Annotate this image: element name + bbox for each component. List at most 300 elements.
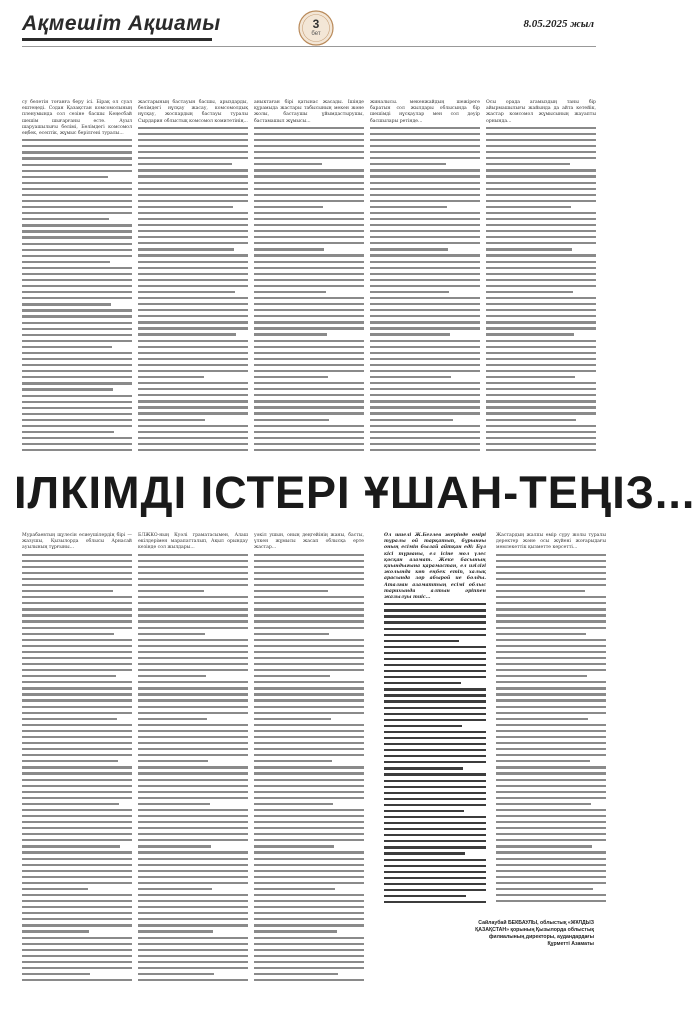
text-line xyxy=(486,400,596,402)
text-line xyxy=(138,718,207,720)
text-line xyxy=(496,718,588,720)
text-line xyxy=(138,370,248,372)
text-line xyxy=(22,815,132,817)
text-line xyxy=(138,236,248,238)
text-line xyxy=(384,852,465,854)
text-line xyxy=(384,761,486,763)
text-line xyxy=(22,358,132,360)
text-line xyxy=(22,888,88,890)
text-line xyxy=(486,175,596,177)
text-line xyxy=(496,572,606,574)
text-line xyxy=(254,742,364,744)
text-line xyxy=(486,382,596,384)
text-line xyxy=(486,333,574,335)
text-line xyxy=(486,236,596,238)
text-line xyxy=(254,596,364,598)
text-line xyxy=(254,943,364,945)
column-text: Жастардың жалпы өмір сүру жолы туралы деректер және осы жүйені жоғарыдағы мемлекеттік қызметте көрсетті... xyxy=(496,533,606,551)
text-line xyxy=(22,809,132,811)
text-line xyxy=(138,303,248,305)
text-line xyxy=(22,151,132,153)
upper-column-5 xyxy=(486,100,596,460)
text-line xyxy=(370,267,480,269)
text-line xyxy=(22,742,132,744)
text-line xyxy=(496,602,606,604)
text-line xyxy=(254,584,364,586)
text-line xyxy=(496,699,606,701)
text-line xyxy=(370,406,480,408)
text-line xyxy=(138,815,248,817)
text-line xyxy=(496,736,606,738)
column-text: Мурабаевтың щүлесін өсиеушілердің бірі — жазушы, Қызылорда облысы Арнасай ауылының тұрғыны... xyxy=(22,533,132,551)
text-line xyxy=(22,627,132,629)
column-text-lines xyxy=(254,127,364,451)
text-line xyxy=(22,766,132,768)
text-line xyxy=(486,273,596,275)
text-line xyxy=(22,973,90,975)
text-line xyxy=(22,967,132,969)
text-line xyxy=(254,724,364,726)
text-line xyxy=(138,406,248,408)
text-line xyxy=(496,754,606,756)
text-line xyxy=(370,242,480,244)
text-line xyxy=(138,633,205,635)
text-line xyxy=(496,779,606,781)
text-line xyxy=(22,712,132,714)
text-line xyxy=(370,200,480,202)
text-line xyxy=(22,596,132,598)
text-line xyxy=(138,930,213,932)
text-line xyxy=(22,827,132,829)
text-line xyxy=(138,900,248,902)
text-line xyxy=(22,297,132,299)
text-line xyxy=(22,370,132,372)
text-line xyxy=(496,742,606,744)
text-line xyxy=(138,273,248,275)
text-line xyxy=(254,169,364,171)
text-line xyxy=(370,388,480,390)
text-line xyxy=(22,882,132,884)
text-line xyxy=(138,797,248,799)
text-line xyxy=(496,797,606,799)
text-line xyxy=(370,327,480,329)
text-line xyxy=(496,651,606,653)
text-line xyxy=(370,248,448,250)
text-line xyxy=(138,139,248,141)
text-line xyxy=(370,425,480,427)
text-line xyxy=(370,309,480,311)
text-line xyxy=(138,133,248,135)
text-line xyxy=(138,937,248,939)
text-line xyxy=(138,157,248,159)
text-line xyxy=(254,766,364,768)
text-line xyxy=(496,864,606,866)
text-line xyxy=(22,955,132,957)
text-line xyxy=(496,693,606,695)
text-line xyxy=(496,639,606,641)
text-line xyxy=(496,560,606,562)
text-line xyxy=(138,961,248,963)
text-line xyxy=(22,839,132,841)
text-line xyxy=(254,443,364,445)
text-line xyxy=(138,297,248,299)
text-line xyxy=(370,382,480,384)
text-line xyxy=(254,918,364,920)
text-line xyxy=(22,930,89,932)
text-line xyxy=(384,603,486,605)
text-line xyxy=(254,785,364,787)
text-line xyxy=(486,285,596,287)
text-line xyxy=(486,309,596,311)
text-line xyxy=(138,327,248,329)
text-line xyxy=(22,693,132,695)
text-line xyxy=(138,657,248,659)
text-line xyxy=(254,669,364,671)
text-line xyxy=(496,633,586,635)
text-line xyxy=(384,676,486,678)
text-line xyxy=(138,791,248,793)
text-line xyxy=(22,218,109,220)
text-line xyxy=(496,815,606,817)
text-line xyxy=(254,803,333,805)
text-line xyxy=(370,333,450,335)
text-line xyxy=(22,584,132,586)
text-line xyxy=(22,858,132,860)
text-line xyxy=(486,145,596,147)
text-line xyxy=(496,657,606,659)
text-line xyxy=(22,291,132,293)
text-line xyxy=(254,839,364,841)
text-line xyxy=(138,669,248,671)
text-line xyxy=(486,261,596,263)
text-line xyxy=(384,670,486,672)
text-line xyxy=(22,139,132,141)
text-line xyxy=(138,358,248,360)
text-line xyxy=(370,321,480,323)
text-line xyxy=(254,633,329,635)
text-line xyxy=(384,901,486,903)
text-line xyxy=(384,707,486,709)
text-line xyxy=(486,406,596,408)
text-line xyxy=(370,206,447,208)
text-line xyxy=(384,767,463,769)
text-line xyxy=(384,859,486,861)
text-line xyxy=(138,443,248,445)
text-line xyxy=(22,851,132,853)
text-line xyxy=(22,188,132,190)
text-line xyxy=(486,139,596,141)
text-line xyxy=(254,127,364,129)
text-line xyxy=(254,157,364,159)
text-line xyxy=(254,815,364,817)
text-line xyxy=(22,303,111,305)
text-line xyxy=(496,663,606,665)
text-line xyxy=(22,267,132,269)
text-line xyxy=(138,346,248,348)
text-line xyxy=(254,620,364,622)
text-line xyxy=(384,634,486,636)
text-line xyxy=(254,437,364,439)
text-line xyxy=(486,206,571,208)
text-line xyxy=(138,127,248,129)
text-line xyxy=(138,693,248,695)
text-line xyxy=(486,352,596,354)
text-line xyxy=(138,821,248,823)
text-line xyxy=(138,578,248,580)
text-line xyxy=(138,803,210,805)
text-line xyxy=(254,273,364,275)
text-line xyxy=(496,608,606,610)
text-line xyxy=(496,900,606,902)
text-line xyxy=(254,309,364,311)
text-line xyxy=(22,724,132,726)
text-line xyxy=(254,906,364,908)
text-line xyxy=(138,955,248,957)
text-line xyxy=(22,401,132,403)
text-line xyxy=(22,833,132,835)
text-line xyxy=(138,175,248,177)
text-line xyxy=(254,303,364,305)
text-line xyxy=(138,212,248,214)
text-line xyxy=(254,608,364,610)
text-line xyxy=(138,712,248,714)
page-badge xyxy=(297,9,335,47)
text-line xyxy=(384,646,486,648)
text-line xyxy=(486,230,596,232)
text-line xyxy=(138,382,248,384)
text-line xyxy=(22,364,132,366)
text-line xyxy=(496,675,587,677)
text-line xyxy=(254,961,364,963)
text-line xyxy=(138,675,206,677)
text-line xyxy=(138,724,248,726)
text-line xyxy=(138,285,248,287)
text-line xyxy=(138,949,248,951)
text-line xyxy=(254,327,364,329)
column-text: су бөлетін тоғанға беру ісі. Бірақ ол суал ештеңеді. Содан Қазақстан комсомолының пленумында сол сөзіне басшы Кеңесбай шешім шығарғаны есте. Ауыл шаруашылығы бөлімі, Бөлімдегі комсомол еңбек, есептік, жұмыс берілгені туралы... xyxy=(22,100,132,137)
column-text-lines xyxy=(22,554,132,982)
text-line xyxy=(138,590,204,592)
text-line xyxy=(496,766,606,768)
text-line xyxy=(384,834,486,836)
text-line xyxy=(370,297,480,299)
text-line xyxy=(22,937,132,939)
text-line xyxy=(384,780,486,782)
text-line xyxy=(496,888,593,890)
text-line xyxy=(370,157,480,159)
quote-text-lines xyxy=(384,603,486,903)
text-line xyxy=(486,254,596,256)
text-line xyxy=(384,688,486,690)
text-line xyxy=(22,900,132,902)
text-line xyxy=(370,346,480,348)
text-line xyxy=(370,400,480,402)
text-line xyxy=(22,413,132,415)
text-line xyxy=(486,412,596,414)
text-line xyxy=(138,706,248,708)
text-line xyxy=(22,706,132,708)
text-line xyxy=(254,554,364,556)
author-signature: Сайлаубай БЕКБАУЛЫ, облыстық «ЖҰЛДЫЗ ҚАЗАҚСТАН» қорының Қызылорда облыстық филиалының директоры, аудандардағы Құрметті Азаматы xyxy=(475,920,594,947)
text-line xyxy=(254,833,364,835)
text-line xyxy=(22,949,132,951)
text-line xyxy=(22,437,132,439)
text-line xyxy=(254,291,326,293)
text-line xyxy=(138,566,248,568)
text-line xyxy=(254,242,364,244)
text-line xyxy=(138,254,248,256)
text-line xyxy=(138,809,248,811)
text-line xyxy=(138,870,248,872)
text-line xyxy=(138,145,248,147)
text-line xyxy=(496,669,606,671)
text-line xyxy=(254,675,330,677)
text-line xyxy=(254,657,364,659)
text-line xyxy=(370,394,480,396)
text-line xyxy=(486,370,596,372)
text-line xyxy=(22,876,132,878)
text-line xyxy=(22,791,132,793)
text-line xyxy=(254,882,364,884)
text-line xyxy=(254,566,364,568)
upper-column-4 xyxy=(370,100,480,460)
text-line xyxy=(138,169,248,171)
page-number: 3 xyxy=(312,17,320,31)
upper-column-3 xyxy=(254,100,364,460)
text-line xyxy=(254,315,364,317)
text-line xyxy=(22,340,132,342)
text-line xyxy=(254,748,364,750)
text-line xyxy=(254,888,335,890)
text-line xyxy=(254,772,364,774)
text-line xyxy=(254,639,364,641)
text-line xyxy=(138,876,248,878)
text-line xyxy=(384,640,459,642)
text-line xyxy=(138,833,248,835)
text-line xyxy=(254,699,364,701)
text-line xyxy=(370,437,480,439)
text-line xyxy=(254,894,364,896)
text-line xyxy=(138,699,248,701)
text-line xyxy=(486,376,575,378)
quote-text: Ол шиелі Ж.Беглев жерінде өмірі туралы ой тарқатып, бұрынғы оның есімін былай айтқан еді: Бұл кісі тұрғаны, ел ісіне мол үлес қосқан азамат. Жеке басының қиындығына қарамастан, ел игілігі жолында көп еңбек етіп, халық арасында зор абырой ие болды. Аталған азаматтың есімі облыс тарихында алтын әріппен жазылуы тиіс... xyxy=(384,533,486,601)
text-line xyxy=(254,297,364,299)
text-line xyxy=(22,315,132,317)
text-line xyxy=(496,584,606,586)
text-line xyxy=(384,804,486,806)
text-line xyxy=(254,900,364,902)
text-line xyxy=(22,894,132,896)
text-line xyxy=(22,182,132,184)
column-text-lines xyxy=(486,127,596,451)
text-line xyxy=(138,924,248,926)
text-line xyxy=(384,725,462,727)
text-line xyxy=(384,737,486,739)
text-line xyxy=(370,145,480,147)
text-line xyxy=(496,760,590,762)
text-line xyxy=(138,766,248,768)
text-line xyxy=(384,731,486,733)
text-line xyxy=(254,627,364,629)
text-line xyxy=(254,876,364,878)
text-line xyxy=(22,578,132,580)
text-line xyxy=(138,163,232,165)
text-line xyxy=(138,651,248,653)
text-line xyxy=(254,718,331,720)
text-line xyxy=(22,194,132,196)
text-line xyxy=(254,139,364,141)
text-line xyxy=(22,748,132,750)
text-line xyxy=(370,230,480,232)
text-line xyxy=(486,431,596,433)
text-line xyxy=(486,151,596,153)
text-line xyxy=(254,651,364,653)
text-line xyxy=(22,779,132,781)
text-line xyxy=(138,681,248,683)
text-line xyxy=(254,760,332,762)
text-line xyxy=(138,394,248,396)
text-line xyxy=(22,979,132,981)
text-line xyxy=(496,554,606,556)
text-line xyxy=(496,809,606,811)
text-line xyxy=(138,425,248,427)
text-line xyxy=(486,127,596,129)
text-line xyxy=(138,560,248,562)
text-line xyxy=(486,279,596,281)
text-line xyxy=(384,786,486,788)
text-line xyxy=(22,845,120,847)
text-line xyxy=(22,657,132,659)
text-line xyxy=(496,785,606,787)
text-line xyxy=(370,315,480,317)
text-line xyxy=(254,827,364,829)
text-line xyxy=(254,333,327,335)
text-line xyxy=(370,364,480,366)
text-line xyxy=(370,376,451,378)
text-line xyxy=(138,967,248,969)
text-line xyxy=(496,712,606,714)
text-line xyxy=(138,620,248,622)
text-line xyxy=(254,352,364,354)
text-line xyxy=(486,443,596,445)
text-line xyxy=(384,840,486,842)
text-line xyxy=(22,699,132,701)
text-line xyxy=(254,206,323,208)
text-line xyxy=(496,730,606,732)
text-line xyxy=(138,431,248,433)
text-line xyxy=(254,560,364,562)
text-line xyxy=(22,687,132,689)
text-line xyxy=(138,554,248,556)
text-line xyxy=(22,645,132,647)
text-line xyxy=(138,730,248,732)
text-line xyxy=(22,255,132,257)
text-line xyxy=(254,406,364,408)
text-line xyxy=(486,358,596,360)
masthead xyxy=(8,6,610,46)
text-line xyxy=(254,736,364,738)
text-line xyxy=(254,681,364,683)
text-line xyxy=(138,400,248,402)
text-line xyxy=(138,827,248,829)
text-line xyxy=(22,395,132,397)
text-line xyxy=(138,279,248,281)
text-line xyxy=(138,321,248,323)
text-line xyxy=(22,663,132,665)
text-line xyxy=(254,754,364,756)
text-line xyxy=(138,906,248,908)
text-line xyxy=(496,706,606,708)
